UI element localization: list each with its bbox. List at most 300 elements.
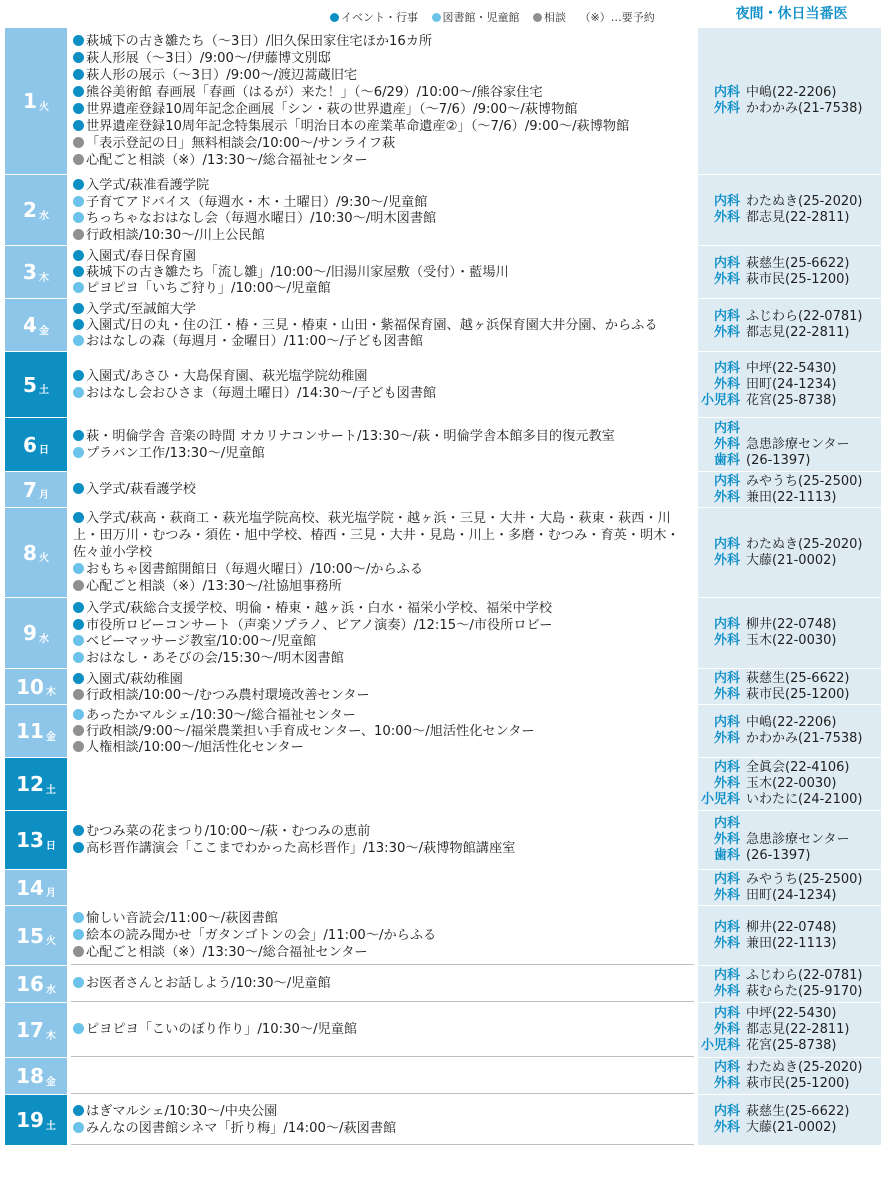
event-item (73, 385, 694, 402)
event-text: 愉しい音読会/11:00〜/萩図書館 (86, 910, 278, 926)
events-cell (71, 352, 694, 417)
event-text: 入園式/萩幼稚園 (86, 672, 183, 687)
duty-row (698, 325, 881, 341)
weekday: 火 (38, 101, 49, 113)
event-dot-icon (73, 303, 84, 314)
event-text: 萩人形展（〜3日）/9:00〜/伊藤博文別邸 (86, 51, 331, 66)
events-cell (71, 811, 694, 869)
duty-row (698, 194, 881, 210)
doctor-contact: 中坪(22-5430) (746, 360, 837, 376)
department-label: 外科 (713, 101, 740, 116)
event-text: 「表示登記の日」無料相談会/10:00〜/サンライフ萩 (86, 136, 396, 151)
department-label: 外科 (713, 935, 740, 951)
duty-row (698, 1104, 881, 1120)
event-item (73, 1021, 694, 1038)
event-item (73, 101, 694, 118)
events-cell (71, 175, 694, 245)
date-cell (5, 1003, 67, 1057)
doctor-contact: 萩市民(25-1200) (746, 272, 850, 287)
event-item (73, 177, 694, 194)
department-label: 外科 (713, 633, 740, 648)
events-cell (71, 758, 694, 810)
library-dot-icon (73, 635, 84, 646)
doctor-contact: みやうち(25-2500) (746, 473, 863, 489)
event-dot-icon (73, 602, 84, 613)
event-item (73, 264, 694, 280)
duty-row (698, 210, 881, 226)
legend-event: イベント・行事 (330, 11, 418, 24)
weekday: 土 (45, 784, 56, 796)
day-number: 3 (23, 260, 37, 284)
event-text: ピヨピヨ「いちご狩り」/10:00〜/児童館 (86, 281, 331, 296)
date-cell (5, 811, 67, 869)
doctor-contact: (26-1397) (746, 848, 811, 863)
event-item (73, 617, 694, 634)
library-dot-icon (73, 1023, 84, 1034)
department-label: 外科 (713, 210, 740, 225)
event-item (73, 510, 694, 561)
day-row (5, 1095, 881, 1146)
day-row (5, 508, 881, 598)
date-cell (5, 870, 67, 905)
department-label: 内科 (713, 360, 740, 376)
event-text: お医者さんとお話しよう/10:30〜/児童館 (86, 976, 331, 991)
library-dot-icon (73, 196, 84, 207)
department-label: 小児科 (700, 792, 740, 807)
duty-row (698, 848, 881, 864)
duty-row (698, 888, 881, 904)
department-label: 内科 (713, 871, 740, 887)
day-number: 11 (16, 719, 44, 743)
event-text: 熊谷美術館 春画展「春画（はるが）来た！」（〜6/29）/10:00〜/熊谷家住宅 (86, 85, 543, 100)
event-text: むつみ菜の花まつり/10:00〜/萩・むつみの恵前 (86, 824, 371, 839)
event-text: 心配ごと相談（※）/13:30〜/総合福祉センター (86, 944, 368, 960)
event-item (73, 368, 694, 385)
event-item (73, 823, 694, 840)
day-number: 15 (16, 923, 44, 948)
weekday: 木 (45, 687, 56, 698)
event-item (73, 481, 694, 498)
events-cell (71, 1003, 694, 1057)
event-text: おはなし会おひさま（毎週土曜日）/14:30〜/子ども図書館 (86, 385, 437, 401)
department-label: 内科 (713, 473, 740, 489)
event-item (73, 910, 694, 927)
event-dot-icon (73, 266, 84, 277)
department-label: 内科 (713, 715, 740, 730)
event-item (73, 561, 694, 578)
event-item (73, 707, 694, 723)
event-dot-icon (330, 13, 339, 22)
duty-row (698, 1060, 881, 1076)
duty-row (698, 474, 881, 490)
event-item (73, 33, 694, 50)
doctor-contact: ふじわら(22-0781) (746, 309, 863, 324)
event-dot-icon (73, 512, 84, 523)
duty-cell (698, 1095, 881, 1145)
department-label: 内科 (713, 309, 740, 324)
event-text: 入園式/春日保育園 (86, 249, 196, 264)
department-label: 内科 (713, 536, 740, 552)
day-number: 10 (16, 674, 44, 699)
event-text: 入学式/至誠館大学 (86, 302, 196, 317)
date-cell (5, 669, 67, 704)
duty-row (698, 633, 881, 649)
department-label: 外科 (713, 325, 740, 340)
date-cell (5, 28, 67, 174)
duty-row (698, 671, 881, 687)
date-cell (5, 299, 67, 351)
duty-row (698, 715, 881, 731)
consult-dot-icon (73, 137, 84, 148)
event-item (73, 194, 694, 211)
event-text: 心配ごと相談（※）/13:30〜/社協旭事務所 (86, 579, 342, 594)
event-item (73, 975, 694, 992)
events-cell (71, 966, 694, 1002)
event-dot-icon (73, 35, 84, 46)
duty-row (698, 920, 881, 936)
events-cell (71, 705, 694, 757)
consult-dot-icon (73, 580, 84, 591)
duty-row (698, 872, 881, 888)
legend-consult: 相談 (533, 11, 566, 24)
weekday: 木 (38, 272, 49, 284)
library-dot-icon (73, 335, 84, 346)
doctor-contact: 急患診療センター (746, 436, 850, 452)
library-dot-icon (73, 709, 84, 720)
event-text: おもちゃ図書館開館日（毎週火曜日）/10:00〜/からふる (86, 562, 424, 577)
events-cell (71, 472, 694, 507)
duty-cell (698, 418, 881, 471)
event-dot-icon (73, 319, 84, 330)
department-label: 外科 (713, 887, 740, 903)
doctor-contact: 花宮(25-8738) (746, 392, 837, 408)
department-label: 歯科 (713, 452, 740, 468)
day-row (5, 1058, 881, 1095)
event-text: 入学式/萩准看護学院 (86, 178, 210, 193)
duty-cell (698, 870, 881, 905)
department-label: 外科 (713, 489, 740, 505)
doctor-contact: 柳井(22-0748) (746, 617, 837, 632)
event-text: 入園式/あさひ・大島保育園、萩光塩学院幼稚園 (86, 368, 368, 384)
doctor-contact: 兼田(22-1113) (746, 935, 837, 951)
department-label: 内科 (713, 670, 740, 686)
day-row (5, 705, 881, 758)
day-row (5, 669, 881, 705)
event-item (73, 280, 694, 296)
doctor-contact: 都志見(22-2811) (746, 210, 850, 225)
department-label: 外科 (713, 376, 740, 392)
doctor-contact: 萩市民(25-1200) (746, 686, 850, 702)
doctor-contact: 萩市民(25-1200) (746, 1076, 850, 1091)
weekday: 月 (45, 888, 56, 899)
event-text: はぎマルシェ/10:30〜/中央公園 (86, 1103, 278, 1119)
day-number: 4 (23, 313, 37, 337)
doctor-contact: 中嶋(22-2206) (746, 85, 837, 100)
department-label: 内科 (713, 1006, 740, 1021)
events-cell (71, 246, 694, 298)
library-dot-icon (73, 912, 84, 923)
library-dot-icon (73, 929, 84, 940)
weekday: 金 (45, 1076, 56, 1088)
library-dot-icon (73, 1122, 84, 1133)
duty-row (698, 256, 881, 272)
day-number: 8 (23, 540, 37, 565)
legend-library: 図書館・児童館 (432, 11, 520, 24)
day-number: 16 (16, 972, 44, 996)
events-cell (71, 418, 694, 471)
event-text: 市役所ロビーコンサート（声楽ソプラノ、ピアノ演奏）/12:15〜/市役所ロビー (86, 617, 553, 633)
date-cell (5, 906, 67, 965)
department-label: 内科 (713, 420, 740, 436)
date-cell (5, 598, 67, 668)
event-dot-icon (73, 103, 84, 114)
doctor-contact: 萩慈生(25-6622) (746, 256, 850, 271)
event-dot-icon (73, 179, 84, 190)
duty-row (698, 760, 881, 776)
department-label: 外科 (713, 272, 740, 287)
weekday: 水 (38, 633, 49, 645)
department-label: 内科 (713, 1060, 740, 1075)
department-label: 内科 (713, 968, 740, 983)
weekday: 土 (45, 1120, 56, 1132)
event-text: 入学式/萩総合支援学校、明倫・椿東・越ヶ浜・白水・福栄小学校、福栄中学校 (86, 601, 553, 616)
event-text: おはなし・あそびの会/15:30〜/明木図書館 (86, 650, 344, 666)
department-label: 内科 (713, 816, 740, 831)
event-text: 子育てアドバイス（毎週水・木・土曜日）/9:30〜/児童館 (86, 194, 428, 210)
doctor-contact: 中嶋(22-2206) (746, 715, 837, 730)
day-number: 19 (16, 1108, 44, 1132)
event-text: 世界遺産登録10周年記念企画展「シン・萩の世界遺産」（〜7/6）/9:00〜/萩博物館 (86, 102, 578, 117)
day-row (5, 598, 881, 669)
event-text: 入園式/日の丸・住の江・椿・三見・椿東・山田・紫福保育園、越ヶ浜保育園大井分園、からふる (86, 318, 658, 333)
consult-dot-icon (73, 725, 84, 736)
duty-row (698, 617, 881, 633)
duty-row (698, 816, 881, 832)
doctor-contact: 都志見(22-2811) (746, 325, 850, 340)
events-cell (71, 906, 694, 965)
event-item (73, 671, 694, 687)
event-dot-icon (73, 86, 84, 97)
doctor-contact: (26-1397) (746, 452, 811, 468)
day-number: 17 (16, 1018, 44, 1042)
duty-row (698, 968, 881, 984)
doctor-contact: 柳井(22-0748) (746, 919, 837, 935)
library-dot-icon (73, 652, 84, 663)
department-label: 外科 (713, 1076, 740, 1091)
day-row (5, 418, 881, 472)
weekday: 火 (38, 553, 49, 564)
day-number: 7 (23, 477, 37, 502)
duty-cell (698, 705, 881, 757)
events-cell (71, 870, 694, 905)
day-number: 2 (23, 198, 37, 222)
event-text: 萩・明倫学舎 音楽の時間 オカリナコンサート/13:30〜/萩・明倫学舎本館多目的復元教室 (86, 428, 615, 444)
day-row (5, 472, 881, 508)
duty-cell (698, 352, 881, 417)
department-label: 外科 (713, 552, 740, 568)
event-dot-icon (73, 673, 84, 684)
events-cell (71, 508, 694, 597)
day-row (5, 870, 881, 906)
weekday: 水 (45, 984, 56, 996)
event-item (73, 1103, 694, 1120)
department-label: 内科 (713, 85, 740, 100)
date-cell (5, 1058, 67, 1094)
date-cell (5, 175, 67, 245)
duty-cell (698, 299, 881, 351)
duty-row (698, 731, 881, 747)
date-cell (5, 758, 67, 810)
day-number: 5 (23, 372, 37, 397)
event-text: ベビーマッサージ教室/10:00〜/児童館 (86, 634, 317, 649)
day-row (5, 758, 881, 811)
duty-row (698, 377, 881, 393)
duty-row (698, 1006, 881, 1022)
event-text: プラバン工作/13:30〜/児童館 (86, 445, 265, 461)
duty-cell (698, 175, 881, 245)
weekday: 日 (38, 445, 49, 456)
event-text: あったかマルシェ/10:30〜/総合福祉センター (86, 708, 356, 723)
event-item (73, 840, 694, 857)
library-dot-icon (73, 563, 84, 574)
date-cell (5, 1095, 67, 1145)
day-row (5, 352, 881, 418)
event-dot-icon (73, 69, 84, 80)
event-dot-icon (73, 120, 84, 131)
department-label: 内科 (713, 617, 740, 632)
date-cell (5, 705, 67, 757)
event-dot-icon (73, 619, 84, 630)
duty-row (698, 776, 881, 792)
event-text: 行政相談/10:00〜/むつみ農村環境改善センター (86, 687, 370, 702)
event-text: おはなしの森（毎週月・金曜日）/11:00〜/子ども図書館 (86, 334, 424, 349)
doctor-contact: わたぬき(25-2020) (746, 194, 863, 209)
doctor-contact: 大藤(21-0002) (746, 552, 837, 568)
doctor-contact: かわかみ(21-7538) (746, 731, 863, 746)
duty-row (698, 437, 881, 453)
day-number: 1 (23, 89, 37, 113)
duty-row (698, 1038, 881, 1054)
event-item (73, 428, 694, 445)
duty-row (698, 936, 881, 952)
library-dot-icon (73, 387, 84, 398)
duty-row (698, 832, 881, 848)
library-dot-icon (73, 282, 84, 293)
event-text: 心配ごと相談（※）/13:30〜/総合福祉センター (86, 153, 368, 168)
doctor-contact: 兼田(22-1113) (746, 489, 837, 505)
doctor-contact: いわたに(24-2100) (746, 792, 863, 807)
doctor-contact: 玉木(22-0030) (746, 633, 837, 648)
doctor-contact: 大藤(21-0002) (746, 1120, 837, 1135)
department-label: 内科 (713, 194, 740, 209)
event-dot-icon (73, 430, 84, 441)
event-item (73, 723, 694, 739)
duty-cell (698, 598, 881, 668)
event-dot-icon (73, 1105, 84, 1116)
event-item (73, 152, 694, 169)
consult-dot-icon (73, 741, 84, 752)
department-label: 内科 (713, 919, 740, 935)
day-row (5, 299, 881, 352)
doctor-contact: わたぬき(25-2020) (746, 1060, 863, 1075)
event-item (73, 248, 694, 264)
events-cell (71, 598, 694, 668)
department-label: 内科 (713, 1104, 740, 1119)
department-label: 外科 (713, 436, 740, 452)
day-number: 6 (23, 432, 37, 457)
duty-row (698, 984, 881, 1000)
duty-row (698, 85, 881, 101)
event-dot-icon (73, 370, 84, 381)
doctor-contact: かわかみ(21-7538) (746, 101, 863, 116)
day-number: 9 (23, 621, 37, 645)
event-dot-icon (73, 825, 84, 836)
date-cell (5, 246, 67, 298)
department-label: 外科 (713, 1120, 740, 1135)
doctor-contact: みやうち(25-2500) (746, 871, 863, 887)
events-cell (71, 669, 694, 704)
events-cell (71, 28, 694, 174)
doctor-contact: 全眞会(22-4106) (746, 760, 850, 775)
event-item (73, 927, 694, 944)
day-number: 12 (16, 772, 44, 796)
duty-cell (698, 966, 881, 1002)
date-cell (5, 508, 67, 597)
event-item (73, 1120, 694, 1137)
day-row (5, 906, 881, 966)
duty-row (698, 393, 881, 409)
day-row (5, 966, 881, 1003)
event-item (73, 578, 694, 595)
weekday: 木 (45, 1030, 56, 1042)
library-dot-icon (73, 977, 84, 988)
department-label: 外科 (713, 776, 740, 791)
duty-cell (698, 758, 881, 810)
event-text: 絵本の読み聞かせ「ガタンゴトンの会」/11:00〜/からふる (86, 927, 437, 943)
event-text: 世界遺産登録10周年記念特集展示「明治日本の産業革命遺産②」（〜7/6）/9:00〜/萩博物館 (86, 119, 630, 134)
department-label: 外科 (713, 686, 740, 702)
weekday: 土 (38, 385, 49, 396)
consult-dot-icon (73, 946, 84, 957)
event-text: 行政相談/9:00〜/福栄農業担い手育成センター、10:00〜/旭活性化センター (86, 724, 535, 739)
doctor-contact: わたぬき(25-2020) (746, 536, 863, 552)
event-text: ちっちゃなおはなし会（毎週水曜日）/10:30〜/明木図書館 (86, 211, 437, 226)
event-text: ピヨピヨ「こいのぼり作り」/10:30〜/児童館 (86, 1022, 358, 1037)
department-label: 内科 (713, 256, 740, 271)
event-item (73, 317, 694, 333)
event-text: 萩城下の古き雛たち（〜3日）/旧久保田家住宅ほか16カ所 (86, 34, 433, 49)
doctor-contact: 萩慈生(25-6622) (746, 670, 850, 686)
date-cell (5, 472, 67, 507)
event-item (73, 84, 694, 101)
library-dot-icon (73, 447, 84, 458)
day-number: 14 (16, 875, 44, 900)
day-row (5, 1003, 881, 1058)
duty-row (698, 272, 881, 288)
department-label: 外科 (713, 731, 740, 746)
duty-cell (698, 811, 881, 869)
event-text: 人権相談/10:00〜/旭活性化センター (86, 740, 304, 755)
event-item (73, 301, 694, 317)
doctor-contact: 萩むらた(25-9170) (746, 984, 863, 999)
event-item (73, 50, 694, 67)
events-cell (71, 1095, 694, 1145)
event-item (73, 650, 694, 667)
department-label: 内科 (713, 760, 740, 775)
doctor-contact: 田町(24-1234) (746, 376, 837, 392)
event-item (73, 445, 694, 462)
duty-cell (698, 669, 881, 704)
